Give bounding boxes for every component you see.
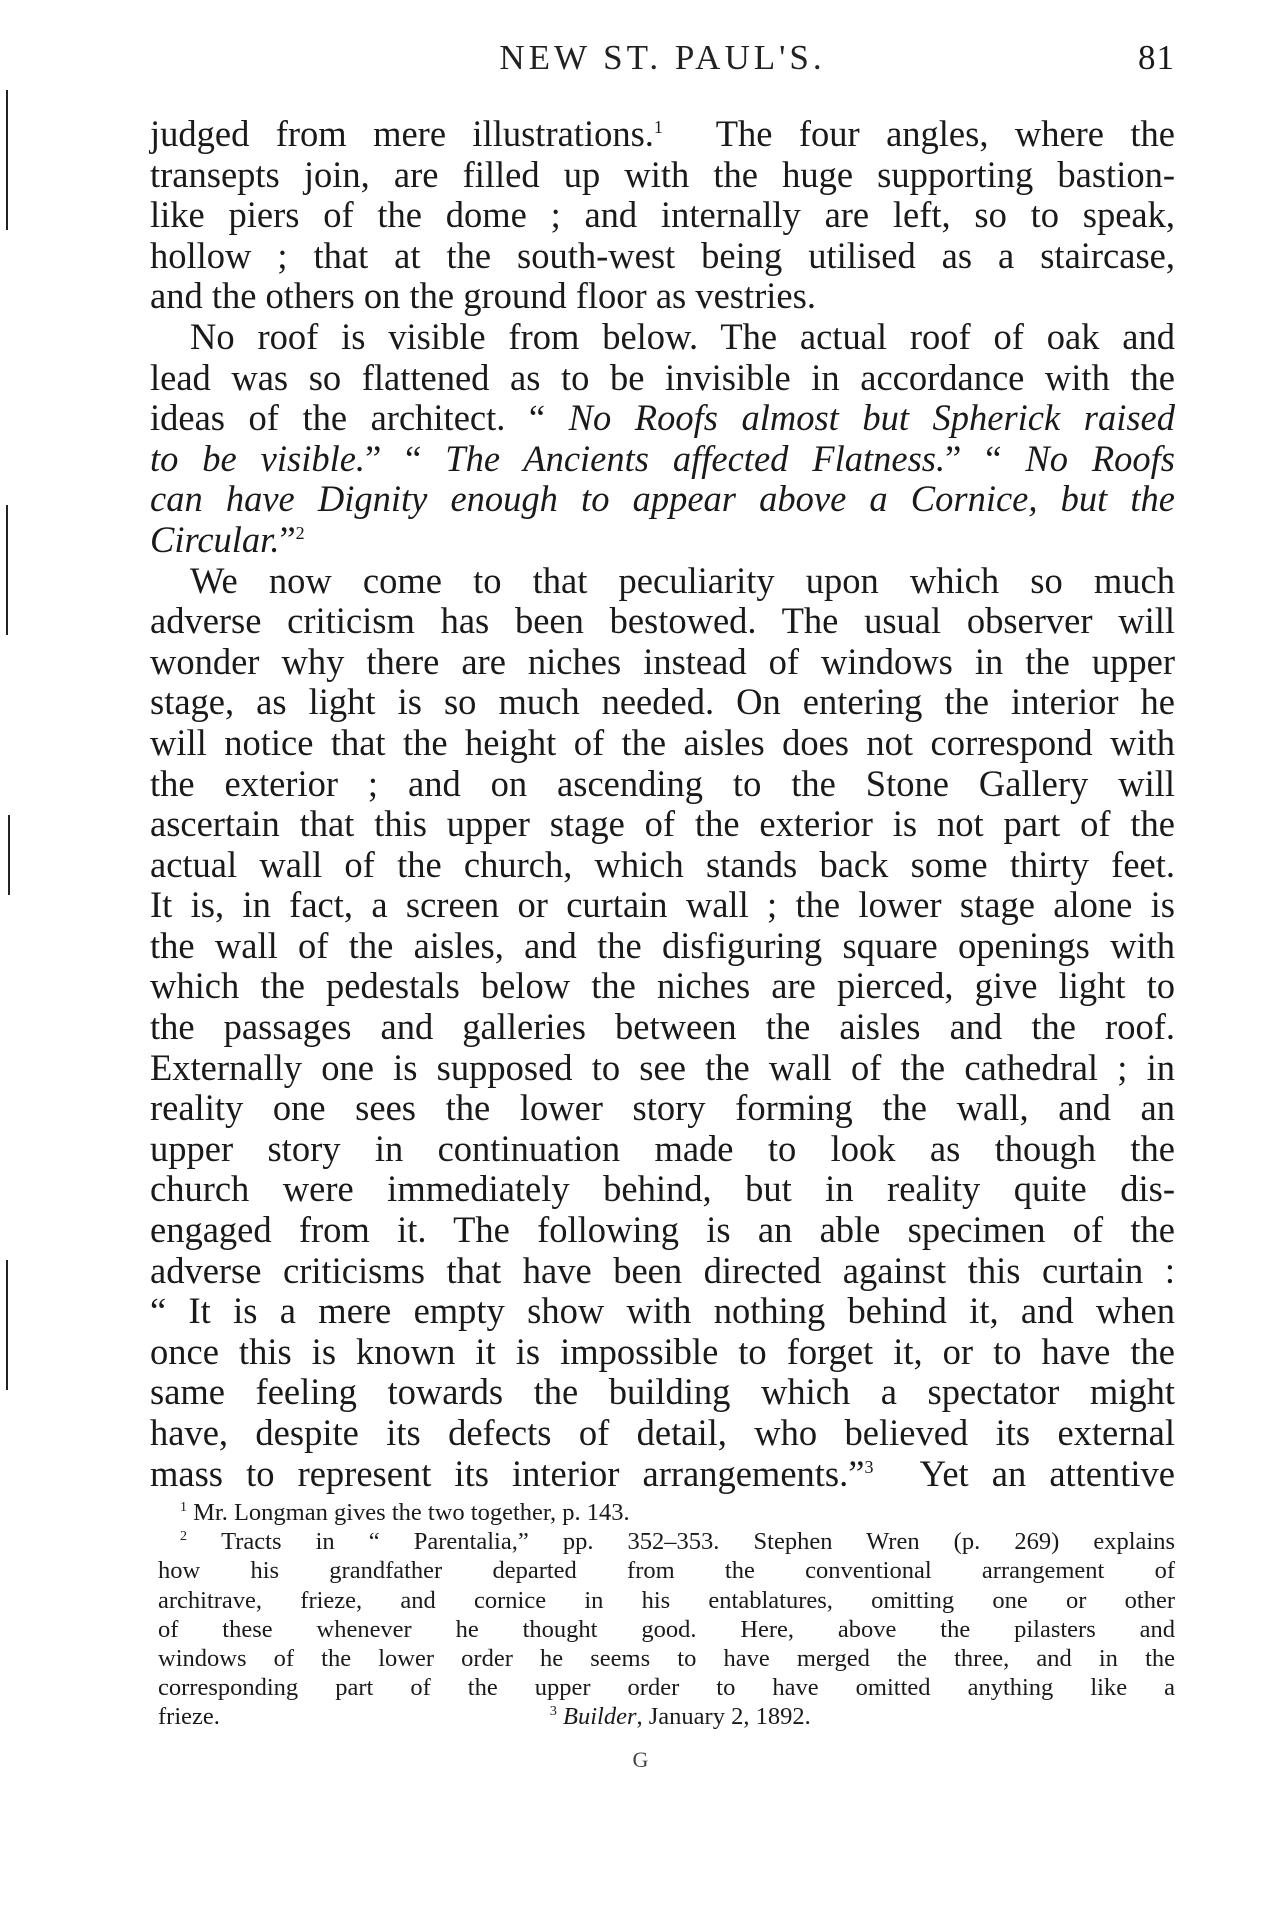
text-line: once this is known it is impossible to forget it, or to have the [150,1330,1175,1372]
text-line: actual wall of the church, which stands back some thirty feet. [150,843,1175,885]
footnote-ref-3: 3 [864,1456,874,1477]
footnote-1: $^1$ Mr. Longman gives the two together, p. 143. [180,1499,630,1526]
text-line: adverse criticism has been bestowed. The usual observer will [150,600,1175,642]
text-line: the wall of the aisles, and the disfiguring square openings with [150,924,1175,966]
text-line: mass to represent its interior arrangements.”$^3$ Yet an attentive [150,1452,1175,1494]
text-line: same feeling towards the building which a spectator might [150,1371,1175,1413]
page-number: 81 [1138,38,1175,77]
text-line: church were immediately behind, but in reality quite dis- [150,1168,1175,1210]
quotation-italic: No Roofs [1025,437,1175,479]
quotation-italic: Circular. [150,518,280,560]
text-line: the passages and galleries between the aisles and the roof. [150,1006,1175,1048]
running-head [150,38,1175,88]
quotation-italic: The Ancients affected Flatness. [445,437,946,479]
text-line: lead was so flattened as to be invisible in accordance with the [150,356,1175,398]
text-line: transepts join, are filled up with the huge supporting bastion- [150,153,1175,195]
text-line: will notice that the height of the aisles does not correspond with [150,721,1175,763]
text-line: “ It is a mere empty show with nothing behind it, and when [150,1290,1175,1332]
quotation-italic: No Roofs almost but Spherick raised [568,397,1175,439]
footnote-ref-2: 2 [295,522,305,543]
text-line [150,479,1175,520]
text-line: to be visible.” “ The Ancients affected Flatness.” “ No Roofs [150,437,1175,479]
text-line: reality one sees the lower story forming the wall, and an [150,1087,1175,1129]
footnote-3: $^3$ Builder, January 2, 1892. [549,1703,811,1731]
text-line: upper story in continuation made to look as though the [150,1127,1175,1169]
text-line: No roof is visible from below. The actual roof of oak and [190,315,1175,357]
body-text [150,114,1175,1494]
text-line: and the others on the ground floor as vestries. [150,275,816,317]
running-title: NEW ST. PAUL'S. [499,38,826,77]
footnote-line: corresponding part of the upper order to have omitted anything like a [158,1674,1175,1702]
quotation-italic: to be visible. [150,437,366,479]
text-line: have, despite its defects of detail, who believed its external [150,1412,1175,1453]
text-line: which the pedestals below the niches are pierced, give light to [150,965,1175,1007]
text-line: Circular.”$^2$ [150,518,305,560]
footnote-line: architrave, frieze, and cornice in his entablatures, omitting one or other [158,1586,1175,1614]
scan-mark-top [6,90,8,230]
signature-mark: G [632,1747,649,1772]
footnote-line: windows of the lower order he seems to have merged the three, and in the [158,1645,1175,1673]
text-line: like piers of the dome ; and internally are left, so to speak, [150,194,1175,236]
text-line: wonder why there are niches instead of windows in the upper [150,640,1175,682]
footnotes [158,1498,1175,1732]
footnote-2: $^2$ Tracts in “ Parentalia,” pp. 352–353. Stephen Wren (p. 269) explains [180,1528,1176,1556]
text-line: stage, as light is so much needed. On entering the interior he [150,681,1175,723]
text-line: Externally one is supposed to see the wall of the cathedral ; in [150,1046,1175,1088]
scan-mark-lower [8,815,10,895]
text-line: hollow ; that at the south-west being utilised as a staircase, [150,234,1175,276]
footnote-line: frieze. $^3$ Builder, January 2, 1892. [158,1703,811,1731]
footnote-ref-1: 1 [653,116,663,137]
text-line: ideas of the architect. “ No Roofs almost but Spherick raised [150,397,1175,439]
text-line: the exterior ; and on ascending to the Stone Gallery will [150,762,1175,804]
scan-mark-middle [6,505,8,635]
scan-mark-bottom [6,1260,8,1390]
footnote-line: how his grandfather departed from the conventional arrangement of [158,1557,1175,1585]
paragraph-3 [150,561,1175,1495]
text-line: adverse criticisms that have been directed against this curtain : [150,1249,1175,1291]
quotation-italic: can have Dignity enough to appear above a Cornice, but the [150,478,1175,520]
paragraph-2 [150,317,1175,561]
text-line: judged from mere illustrations.$^1$ The four angles, where the [150,113,1175,154]
text-line: ascertain that this upper stage of the exterior is not part of the [150,803,1175,845]
text-line: engaged from it. The following is an able specimen of the [150,1209,1175,1251]
paragraph-1 [150,114,1175,317]
text-line: It is, in fact, a screen or curtain wall ; the lower stage alone is [150,884,1175,926]
footnote-line: of these whenever he thought good. Here, above the pilasters and [158,1615,1175,1643]
text-line: We now come to that peculiarity upon which so much [190,559,1175,601]
